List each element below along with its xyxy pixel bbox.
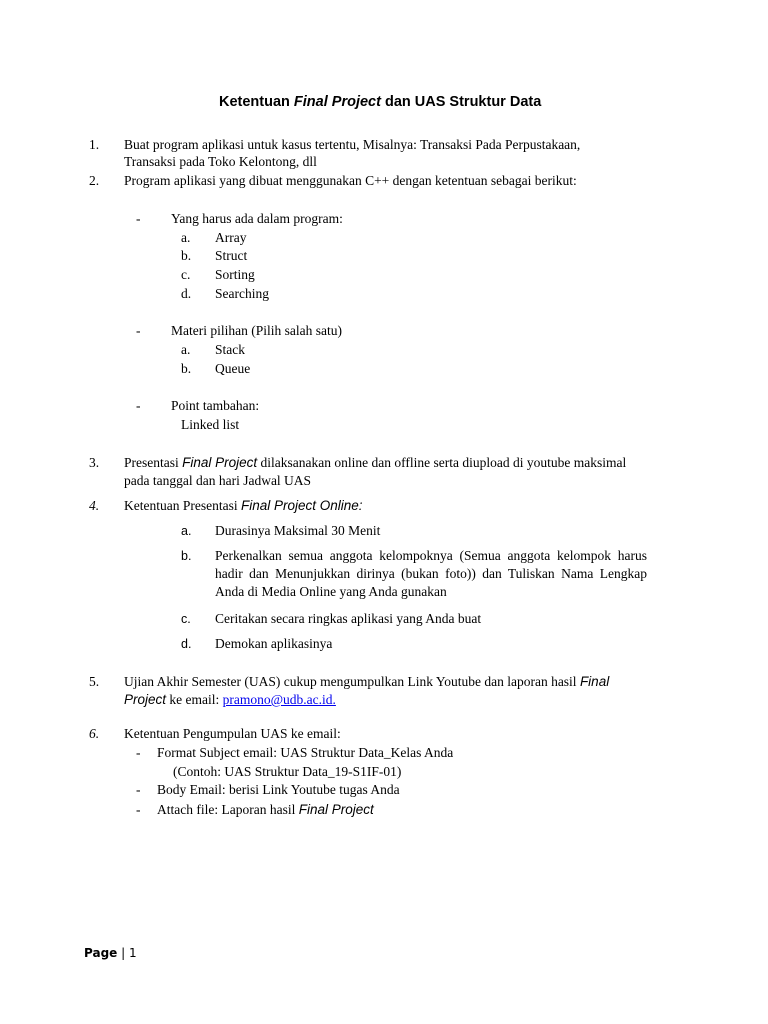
item-2-text: Program aplikasi yang dibuat menggunakan C++ dengan ketentuan sebagai berikut: bbox=[124, 173, 577, 188]
presentation-item: Ceritakan secara ringkas aplikasi yang Anda buat bbox=[215, 611, 482, 626]
italic-term: Final Project bbox=[298, 802, 374, 817]
item-5-line-2 bbox=[124, 691, 336, 709]
presentation-marker: d. bbox=[181, 637, 192, 651]
required-item: Array bbox=[215, 230, 247, 245]
required-marker: b. bbox=[181, 248, 192, 263]
required-marker: a. bbox=[181, 230, 191, 245]
item-5-number: 5. bbox=[89, 674, 100, 689]
footer-separator: | bbox=[117, 946, 129, 960]
required-marker: d. bbox=[181, 286, 192, 301]
bonus-item: Linked list bbox=[181, 417, 240, 432]
item-3-line-1 bbox=[124, 454, 626, 472]
item-4-number: 4. bbox=[89, 498, 100, 513]
dash-marker: - bbox=[136, 782, 141, 797]
title-italic: Final Project bbox=[293, 94, 381, 110]
item-3-number: 3. bbox=[89, 455, 100, 470]
dash-marker: - bbox=[136, 802, 141, 817]
required-label: Yang harus ada dalam program: bbox=[171, 211, 343, 226]
body-rule: Body Email: berisi Link Youtube tugas Anda bbox=[157, 782, 400, 797]
item-1-line-2: Transaksi pada Toko Kelontong, dll bbox=[124, 154, 317, 169]
optional-item: Queue bbox=[215, 361, 251, 376]
dash-marker: - bbox=[136, 398, 141, 413]
required-item: Sorting bbox=[215, 267, 255, 282]
italic-term: Final Project Online: bbox=[240, 498, 363, 513]
optional-marker: a. bbox=[181, 342, 191, 357]
page-title bbox=[219, 93, 541, 111]
presentation-marker: b. bbox=[181, 549, 192, 563]
bonus-label: Point tambahan: bbox=[171, 398, 260, 413]
optional-item: Stack bbox=[215, 342, 245, 357]
presentation-item: Perkenalkan semua anggota kelompoknya (Semua anggota kelompok harus hadir dan Menunjukkan dirinya (bukan foto)) dan Tuliskan Nama Lengkap Anda di Media Online yang Anda gunakan bbox=[215, 548, 647, 599]
dash-marker: - bbox=[136, 323, 141, 338]
item-2-number: 2. bbox=[89, 173, 100, 188]
item-3-line-2: pada tanggal dan hari Jadwal UAS bbox=[124, 473, 312, 488]
text: ke email: bbox=[166, 692, 223, 707]
presentation-marker: a. bbox=[181, 524, 192, 538]
subject-example: (Contoh: UAS Struktur Data_19-S1IF-01) bbox=[173, 764, 402, 779]
optional-label: Materi pilihan (Pilih salah satu) bbox=[171, 323, 342, 338]
text: Attach file: Laporan hasil bbox=[157, 802, 299, 817]
optional-marker: b. bbox=[181, 361, 192, 376]
title-text: Ketentuan bbox=[219, 94, 294, 110]
text: Ujian Akhir Semester (UAS) cukup mengumpulkan Link Youtube dan laporan hasil bbox=[124, 674, 580, 689]
italic-term: Final Project bbox=[182, 455, 258, 470]
italic-term: Project bbox=[124, 692, 167, 707]
text: Ketentuan Presentasi bbox=[124, 498, 241, 513]
presentation-item: Demokan aplikasinya bbox=[215, 636, 333, 651]
subject-rule: Format Subject email: UAS Struktur Data_Kelas Anda bbox=[157, 745, 454, 760]
text: Presentasi bbox=[124, 455, 183, 470]
dash-marker: - bbox=[136, 211, 141, 226]
dash-marker: - bbox=[136, 745, 141, 760]
required-item: Struct bbox=[215, 248, 248, 263]
presentation-item: Durasinya Maksimal 30 Menit bbox=[215, 523, 381, 538]
item-1-line-1: Buat program aplikasi untuk kasus tertentu, Misalnya: Transaksi Pada Perpustakaan, bbox=[124, 137, 581, 152]
item-5-line-1 bbox=[124, 673, 609, 691]
email-link[interactable]: pramono@udb.ac.id. bbox=[222, 692, 336, 707]
title-text-2: dan UAS Struktur Data bbox=[380, 94, 542, 110]
item-1-number: 1. bbox=[89, 137, 100, 152]
item-6-text: Ketentuan Pengumpulan UAS ke email: bbox=[124, 726, 341, 741]
italic-term: Final bbox=[579, 674, 610, 689]
page-footer bbox=[84, 944, 137, 962]
text: dilaksanakan online dan offline serta diupload di youtube maksimal bbox=[257, 455, 627, 470]
page-label: Page bbox=[84, 946, 118, 960]
item-6-number: 6. bbox=[89, 726, 100, 741]
required-item: Searching bbox=[215, 286, 269, 301]
required-marker: c. bbox=[181, 267, 191, 282]
attach-rule bbox=[157, 801, 374, 819]
item-4-text bbox=[124, 497, 363, 515]
page-number: 1 bbox=[128, 946, 137, 960]
presentation-marker: c. bbox=[181, 612, 191, 626]
